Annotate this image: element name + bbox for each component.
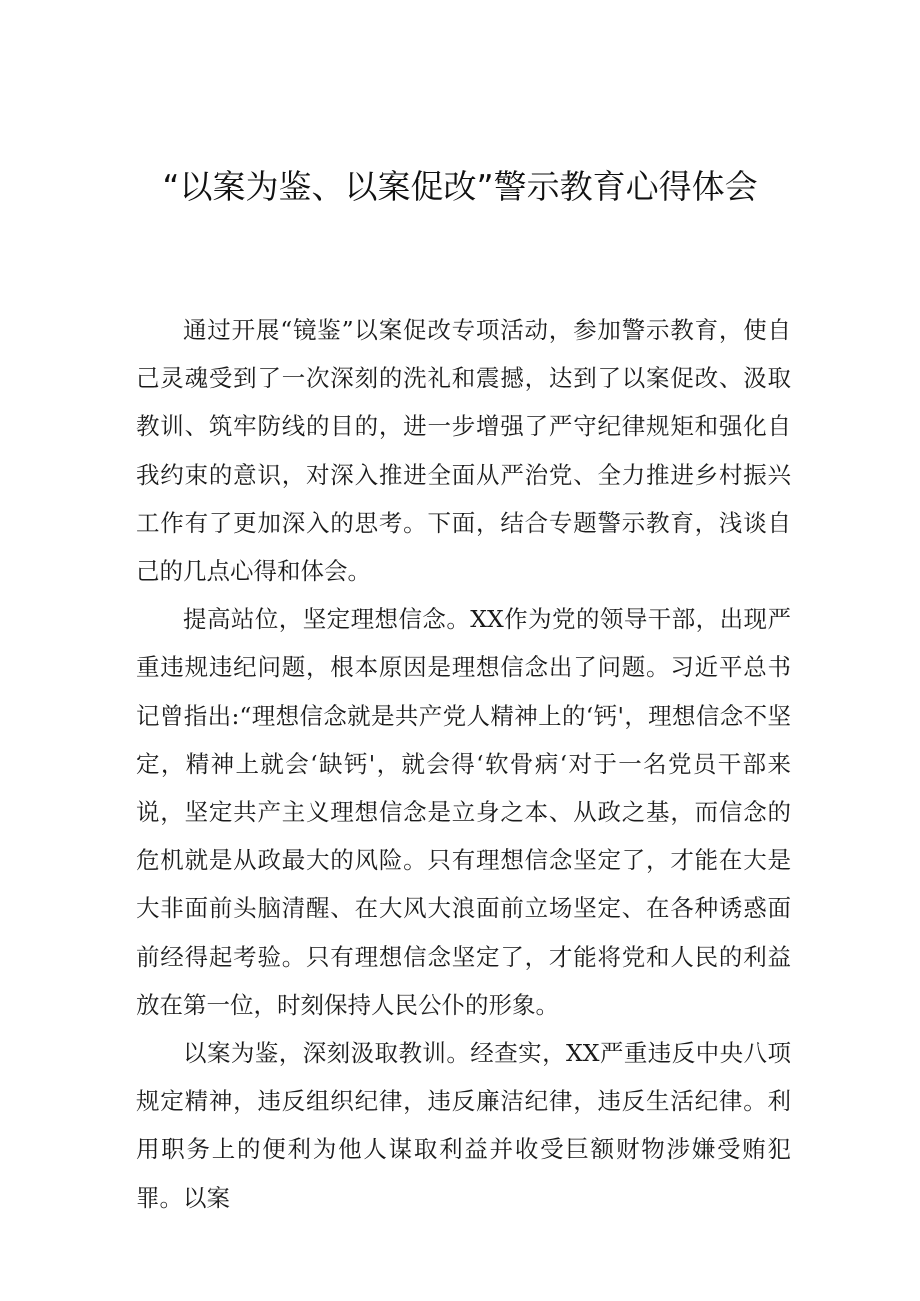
paragraph-intro: 通过开展“镜鉴”以案促改专项活动，参加警示教育，使自己灵魂受到了一次深刻的洗礼和震撼，达到了以案促改、汲取教训、筑牢防线的目的，进一步增强了严守纪律规矩和强化自我约束的意识，对深入推进全面从严治党、全力推进乡村振兴工作有了更加深入的思考。下面，结合专题警示教育，浅谈自己的几点心得和体会。: [136, 316, 791, 586]
document-title: “以案为鉴、以案促改”警示教育心得体会: [162, 167, 758, 206]
document-body: [136, 306, 791, 1222]
paragraph-lessons: 以案为鉴，深刻汲取教训。经查实，XX严重违反中央八项规定精神，违反组织纪律，违反廉洁纪律，违反生活纪律。利用职务上的便利为他人谋取利益并收受巨额财物涉嫌受贿犯罪。以案: [136, 1039, 791, 1212]
paragraph-ideals: 提高站位，坚定理想信念。XX作为党的领导干部，出现严重违规违纪问题，根本原因是理想信念出了问题。习近平总书记曾指出:“理想信念就是共产党人精神上的‘钙'，理想信念不坚定，精神上就会‘缺钙'，就会得‘软骨病‘对于一名党员干部来说，坚定共产主义理想信念是立身之本、从政之基，而信念的危机就是从政最大的风险。只有理想信念坚定了，才能在大是大非面前头脑清醒、在大风大浪面前立场坚定、在各种诱惑面前经得起考验。只有理想信念坚定了，才能将党和人民的利益放在第一位，时刻保持人民公仆的形象。: [136, 605, 791, 1019]
